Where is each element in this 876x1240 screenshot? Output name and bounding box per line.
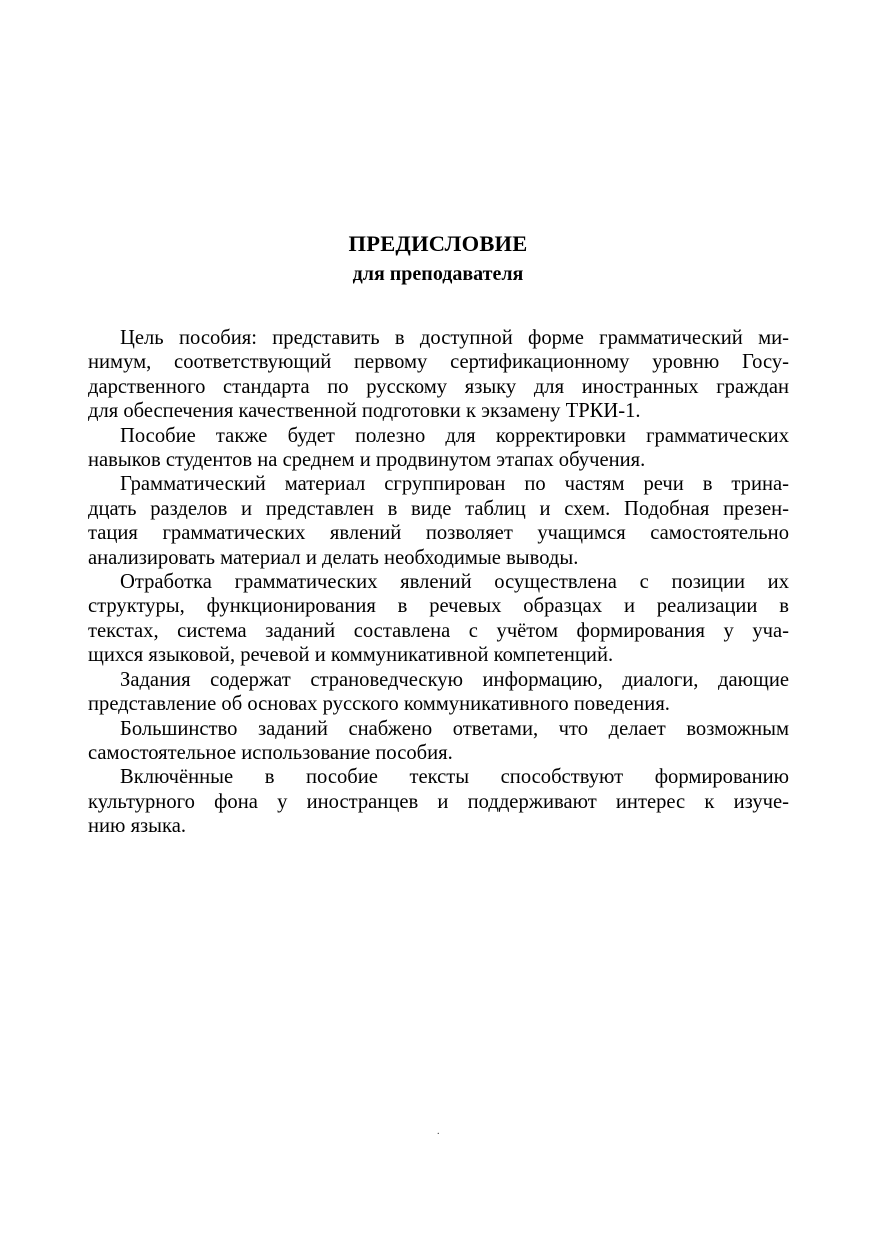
paragraph: [88, 326, 789, 424]
paragraph: [88, 717, 789, 766]
text-line: Цель пособия: представить в доступной форме грамматический ми-: [120, 327, 789, 349]
text-line: для обеспечения качественной подготовки к экзамену ТРКИ-1.: [88, 400, 641, 423]
text-line: нию языка.: [88, 815, 187, 838]
text-line: тация грамматических явлений позволяет учащимся самостоятельно: [88, 522, 789, 545]
text-line: дцать разделов и представлен в виде таблиц и схем. Подобная презен-: [88, 497, 789, 520]
text-line: щихся языковой, речевой и коммуникативной компетенций.: [88, 644, 614, 667]
paragraph: [88, 765, 789, 838]
footer-mark: .: [437, 1126, 440, 1137]
text-line: анализировать материал и делать необходимые выводы.: [88, 546, 579, 569]
text-line: Задания содержат страноведческую информацию, диалоги, дающие: [120, 668, 789, 691]
text-line: культурного фона у иностранцев и поддерживают интерес к изуче-: [88, 790, 789, 813]
text-line: Грамматический материал сгруппирован по частям речи в трина-: [120, 473, 789, 496]
paragraph: [88, 570, 789, 668]
text-line: самостоятельное использование пособия.: [88, 741, 453, 764]
page-title: ПРЕДИСЛОВИЕ: [348, 231, 528, 256]
text-line: структуры, функционирования в речевых образцах и реализации в: [88, 595, 789, 618]
paragraph: [88, 668, 789, 717]
text-line: текстах, система заданий составлена с учётом формирования у уча-: [88, 619, 789, 642]
text-line: нимум, соответствующий первому сертификационному уровню Госу-: [88, 351, 789, 374]
text-line: Отработка грамматических явлений осуществлена с позиции их: [120, 571, 789, 594]
text-line: Пособие также будет полезно для корректировки грамматических: [120, 424, 789, 447]
page-subtitle: для преподавателя: [352, 263, 524, 285]
text-line: представление об основах русского коммуникативного поведения.: [88, 693, 670, 716]
paragraph: [88, 424, 789, 473]
text-line: Большинство заданий снабжено ответами, что делает возможным: [120, 717, 789, 740]
text-line: навыков студентов на среднем и продвинутом этапах обучения.: [88, 449, 646, 472]
paragraph: [88, 472, 789, 570]
text-line: Включённые в пособие тексты способствуют формированию: [120, 766, 789, 789]
body-text: [88, 326, 789, 839]
text-line: дарственного стандарта по русскому языку для иностранных граждан: [88, 375, 789, 398]
